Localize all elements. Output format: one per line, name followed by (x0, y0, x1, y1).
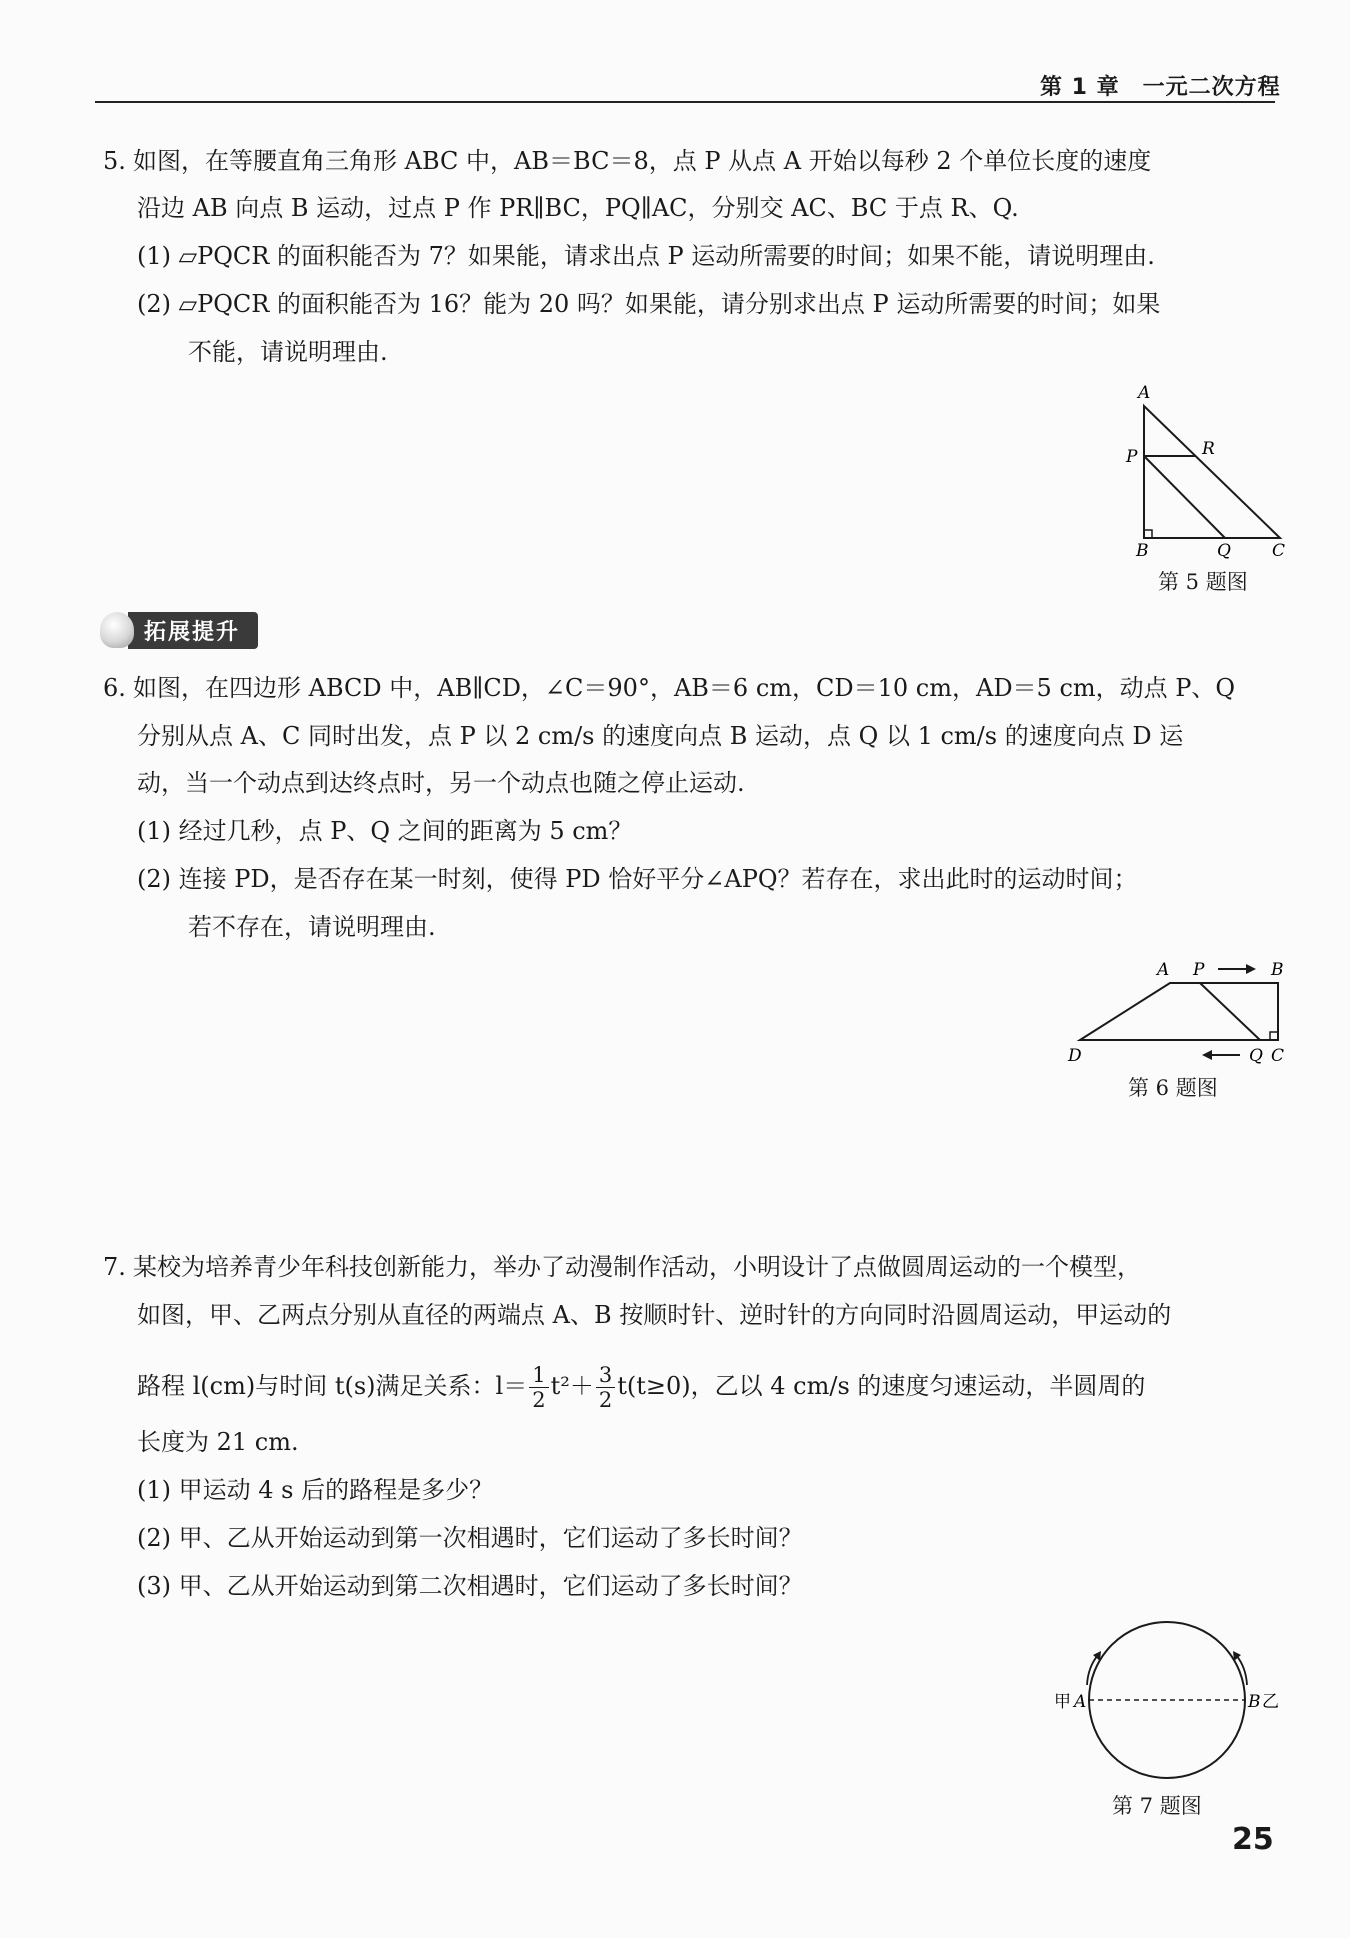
triangle-abc (1144, 406, 1280, 538)
chapter-header: 第 1 章 一元二次方程 (1040, 75, 1281, 100)
fraction-one-half (529, 1363, 548, 1412)
problem5-line2: 沿边 AB 向点 B 运动，过点 P 作 PR∥BC，PQ∥AC，分别交 AC、BC 于点 R、Q. (137, 194, 1019, 222)
problem7-figure (1050, 1615, 1290, 1785)
problem7-line1 (103, 1252, 1141, 1282)
problem7-text3-mid: t²＋ (550, 1372, 594, 1400)
label-c: C (1272, 541, 1286, 560)
problem7-question3: (3) 甲、乙从开始运动到第二次相遇时，它们运动了多长时间？ (137, 1572, 803, 1600)
problem7-line4: 长度为 21 cm. (137, 1428, 299, 1456)
problem6-question2b: 若不存在，请说明理由. (188, 913, 436, 941)
arrow-right-icon (1246, 964, 1256, 974)
problem5-figure (1110, 380, 1290, 560)
problem7-line3 (137, 1358, 1145, 1414)
label-q: Q (1249, 1046, 1263, 1066)
problem7-number: 7. (103, 1253, 126, 1281)
label-yi: 乙 (1262, 1692, 1279, 1712)
frac1-denominator: 2 (532, 1388, 546, 1412)
problem5-caption: 第 5 题图 (1158, 570, 1248, 594)
right-angle-mark (1144, 530, 1152, 538)
label-a: A (1157, 960, 1170, 980)
problem7-question1: (1) 甲运动 4 s 后的路程是多少？ (137, 1476, 494, 1504)
problem6-figure (1060, 955, 1300, 1067)
label-c: C (1271, 1046, 1285, 1066)
problem6-number: 6. (103, 674, 126, 702)
segment-pq (1144, 456, 1225, 538)
problem5-text1: 如图，在等腰直角三角形 ABC 中，AB＝BC＝8，点 P 从点 A 开始以每秒 2 个单位长度的速度 (133, 147, 1152, 175)
label-b: B (1136, 541, 1149, 560)
problem7-question2: (2) 甲、乙从开始运动到第一次相遇时，它们运动了多长时间？ (137, 1524, 803, 1552)
frac2-denominator: 2 (598, 1388, 613, 1412)
problem6-line3: 动，当一个动点到达终点时，另一个动点也随之停止运动. (137, 769, 745, 797)
label-r: R (1202, 439, 1215, 459)
problem7-line2: 如图，甲、乙两点分别从直径的两端点 A、B 按顺时针、逆时针的方向同时沿圆周运动，甲运动的 (137, 1301, 1172, 1329)
arrow-left-icon (1202, 1050, 1212, 1060)
label-b: B (1248, 1692, 1261, 1712)
problem7-text1: 某校为培养青少年科技创新能力，举办了动漫制作活动，小明设计了点做圆周运动的一个模型， (133, 1253, 1141, 1281)
label-q: Q (1217, 541, 1231, 560)
section-banner (100, 612, 258, 648)
problem6-text1: 如图，在四边形 ABCD 中，AB∥CD，∠C＝90°，AB＝6 cm，CD＝10 cm，AD＝5 cm，动点 P、Q (133, 674, 1236, 702)
section-title: 拓展提升 (128, 612, 258, 649)
problem6-caption: 第 6 题图 (1128, 1076, 1218, 1100)
label-p: P (1193, 960, 1205, 980)
problem5-line1 (103, 146, 1151, 176)
problem6-question2a: (2) 连接 PD，是否存在某一时刻，使得 PD 恰好平分∠APQ？若存在，求出此时的运动时间； (137, 865, 1138, 893)
problem6-line1 (103, 673, 1235, 703)
fraction-three-halves (596, 1363, 615, 1412)
problem6-line2: 分别从点 A、C 同时出发，点 P 以 2 cm/s 的速度向点 B 运动，点 Q 以 1 cm/s 的速度向点 D 运 (137, 722, 1184, 750)
frac1-numerator: 1 (529, 1363, 548, 1388)
page-number: 25 (1232, 1822, 1274, 1857)
problem5-question2b: 不能，请说明理由. (188, 338, 388, 366)
problem5-question2a: (2) ▱PQCR 的面积能否为 16？能为 20 吗？如果能，请分别求出点 P 运动所需要的时间；如果 (137, 290, 1161, 318)
circle (1089, 1622, 1245, 1778)
segment-pq (1200, 983, 1260, 1040)
trapezoid-abcd (1080, 983, 1278, 1040)
right-angle-mark (1270, 1032, 1278, 1040)
label-p: P (1126, 447, 1138, 467)
label-a: A (1074, 1692, 1087, 1712)
problem7-caption: 第 7 题图 (1112, 1794, 1202, 1818)
label-jia: 甲 (1054, 1692, 1071, 1712)
problem7-text3-post: t(t≥0)，乙以 4 cm/s 的速度匀速运动，半圆周的 (617, 1372, 1146, 1400)
frac2-numerator: 3 (596, 1363, 615, 1388)
lightbulb-icon (100, 612, 134, 648)
label-b: B (1271, 960, 1284, 980)
label-d: D (1068, 1046, 1082, 1066)
problem5-question1: (1) ▱PQCR 的面积能否为 7？如果能，请求出点 P 运动所需要的时间；如果不能，请说明理由. (137, 242, 1155, 270)
label-a: A (1138, 383, 1151, 403)
problem7-text3-pre: 路程 l(cm)与时间 t(s)满足关系：l＝ (137, 1372, 528, 1400)
problem6-question1: (1) 经过几秒，点 P、Q 之间的距离为 5 cm？ (137, 817, 633, 845)
problem5-number: 5. (103, 147, 126, 175)
header-rule (95, 101, 1275, 103)
